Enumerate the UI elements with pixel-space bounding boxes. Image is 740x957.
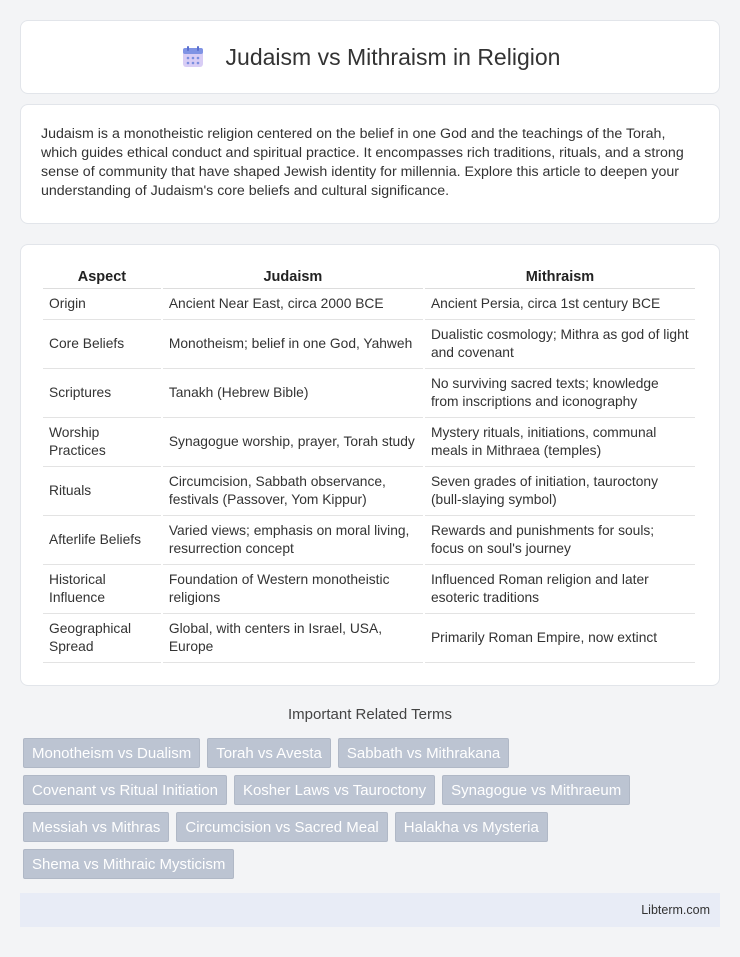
table-header-row [43,265,695,289]
header-card [20,20,720,94]
cell-mithraism: Dualistic cosmology; Mithra as god of light and covenant [425,320,695,369]
table-row [43,614,695,663]
intro-paragraph: Judaism is a monotheistic religion centered on the belief in one God and the teachings of the Torah, which guides ethical conduct and spiritual practice. It encompasses rich traditions, rituals, and a strong sense of community that have shaped Jewish identity for millennia. Explore this article to deepen your understanding of Judaism's core beliefs and cultural significance. [41,126,684,199]
table-row [43,565,695,614]
cell-mithraism: Ancient Persia, circa 1st century BCE [425,289,695,320]
page-title: Judaism vs Mithraism in Religion [225,43,561,70]
cell-judaism: Ancient Near East, circa 2000 BCE [163,289,423,320]
table-row [43,320,695,369]
related-term-tag[interactable]: Halakha vs Mysteria [395,812,548,842]
related-term-tag[interactable]: Synagogue vs Mithraeum [442,775,630,805]
related-term-tag[interactable]: Messiah vs Mithras [23,812,169,842]
comparison-table-card [20,244,720,686]
related-term-tag[interactable]: Sabbath vs Mithrakana [338,738,509,768]
cell-judaism: Varied views; emphasis on moral living, resurrection concept [163,516,423,565]
cell-aspect: Scriptures [43,369,161,418]
related-term-tag[interactable]: Torah vs Avesta [207,738,331,768]
cell-judaism: Global, with centers in Israel, USA, Europe [163,614,423,663]
cell-judaism: Foundation of Western monotheistic religions [163,565,423,614]
cell-aspect: Origin [43,289,161,320]
related-term-tag[interactable]: Circumcision vs Sacred Meal [176,812,387,842]
related-term-tag[interactable]: Monotheism vs Dualism [23,738,200,768]
intro-card [20,104,720,224]
cell-mithraism: Seven grades of initiation, tauroctony (bull-slaying symbol) [425,467,695,516]
cell-judaism: Synagogue worship, prayer, Torah study [163,418,423,467]
cell-mithraism: Primarily Roman Empire, now extinct [425,614,695,663]
calendar-icon [180,44,206,70]
cell-mithraism: Mystery rituals, initiations, communal meals in Mithraea (temples) [425,418,695,467]
cell-mithraism: Influenced Roman religion and later esoteric traditions [425,565,695,614]
table-row [43,418,695,467]
footer-site-link[interactable]: Libterm.com [641,903,710,917]
related-term-tag[interactable]: Kosher Laws vs Tauroctony [234,775,435,805]
footer [20,893,720,927]
table-row [43,289,695,320]
table-row [43,516,695,565]
header-judaism: Judaism [163,265,423,289]
table-row [43,467,695,516]
header-mithraism: Mithraism [425,265,695,289]
cell-aspect: Afterlife Beliefs [43,516,161,565]
comparison-table [41,265,697,663]
cell-aspect: Rituals [43,467,161,516]
cell-aspect: Historical Influence [43,565,161,614]
related-term-tag[interactable]: Covenant vs Ritual Initiation [23,775,227,805]
header-aspect: Aspect [43,265,161,289]
related-terms-heading: Important Related Terms [288,706,452,723]
cell-mithraism: Rewards and punishments for souls; focus on soul's journey [425,516,695,565]
cell-judaism: Monotheism; belief in one God, Yahweh [163,320,423,369]
table-row [43,369,695,418]
cell-aspect: Core Beliefs [43,320,161,369]
related-terms-list [23,738,723,886]
cell-judaism: Circumcision, Sabbath observance, festivals (Passover, Yom Kippur) [163,467,423,516]
related-term-tag[interactable]: Shema vs Mithraic Mysticism [23,849,234,879]
cell-mithraism: No surviving sacred texts; knowledge from inscriptions and iconography [425,369,695,418]
cell-judaism: Tanakh (Hebrew Bible) [163,369,423,418]
cell-aspect: Worship Practices [43,418,161,467]
cell-aspect: Geographical Spread [43,614,161,663]
